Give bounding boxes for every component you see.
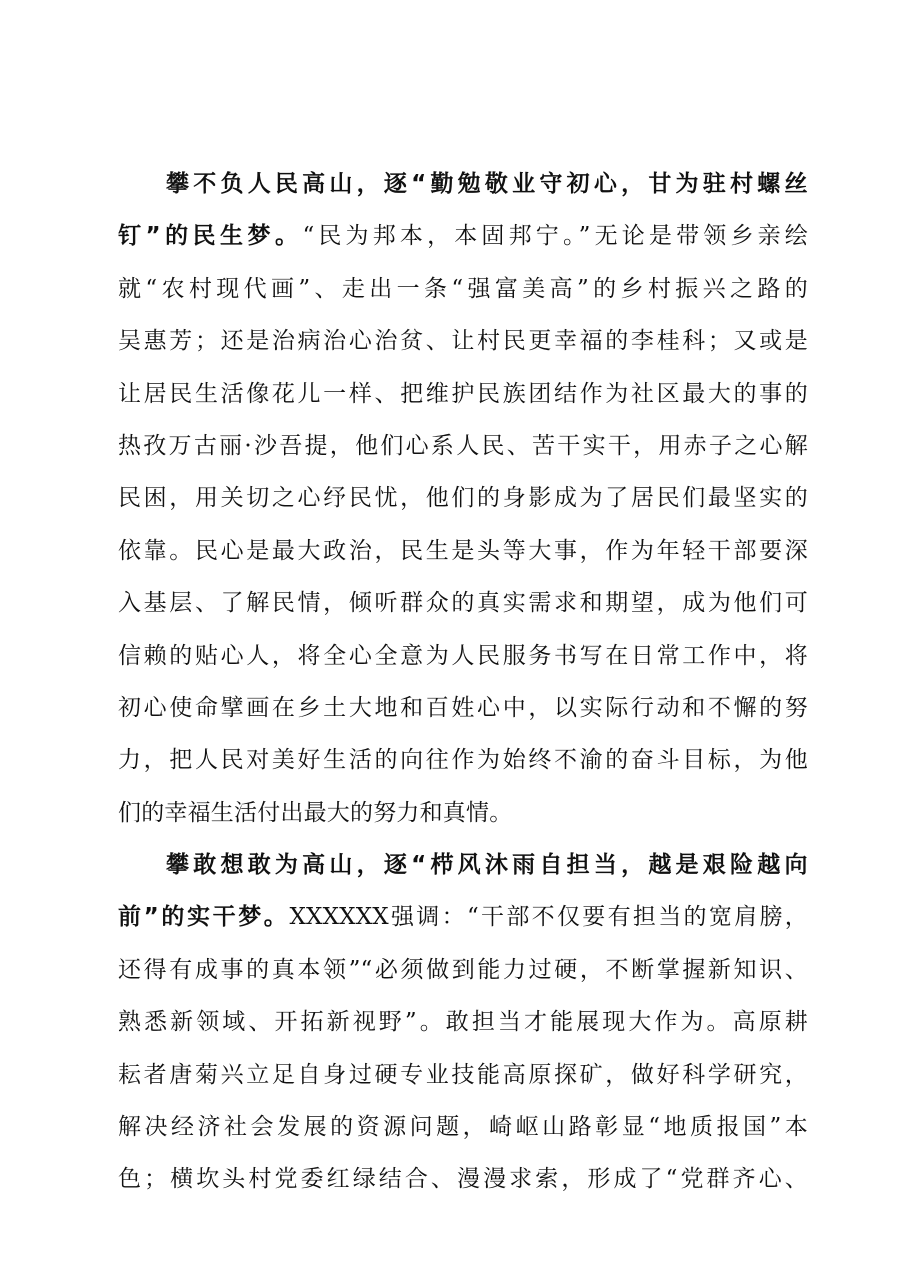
text-line: 力，把人民对美好生活的向往作为始终不渝的奋斗目标，为他 (118, 747, 808, 774)
text-line: 初心使命擘画在乡土大地和百姓心中，以实际行动和不懈的努 (118, 694, 808, 721)
text-line: 还得有成事的真本领”“必须做到能力过硬，不断掌握新知识、 (118, 956, 808, 983)
text-line: 热孜万古丽·沙吾提，他们心系人民、苦干实干，用赤子之心解 (118, 432, 808, 459)
paragraph-heading: 攀敢想敢为高山，逐“栉风沐雨自担当，越是艰险越向 (166, 852, 808, 879)
text-line: 依靠。民心是最大政治，民生是头等大事，作为年轻干部要深 (118, 537, 808, 564)
text-line: 入基层、了解民情，倾听群众的真实需求和期望，成为他们可 (118, 590, 808, 617)
text-line: 色；横坎头村党委红绿结合、漫漫求索，形成了“党群齐心、 (118, 1166, 808, 1193)
text-line: 们的幸福生活付出最大的努力和真情。 (118, 799, 513, 826)
text-line: 就“农村现代画”、走出一条“强富美高”的乡村振兴之路的 (118, 275, 808, 302)
text-line: 解决经济社会发展的资源问题，崎岖山路彰显“地质报国”本 (118, 1114, 808, 1141)
text-line (118, 839, 808, 891)
paragraph-1 (118, 158, 808, 839)
paragraph-heading: 前”的实干梦。 (118, 904, 290, 931)
paragraph-heading: 钉”的民生梦。 (118, 223, 303, 250)
document-body (118, 158, 808, 1206)
text-line: 让居民生活像花儿一样、把维护民族团结作为社区最大的事的 (118, 380, 808, 407)
text-line: 吴惠芳；还是治病治心治贫、让村民更幸福的李桂科；又或是 (118, 328, 808, 355)
text-line: 钉”的民生梦。“民为邦本，本固邦宁。”无论是带领乡亲绘 (118, 223, 808, 250)
paragraph-2 (118, 839, 808, 1206)
text-line: 民困，用关切之心纾民忧，他们的身影成为了居民们最坚实的 (118, 485, 808, 512)
paragraph-heading: 攀不负人民高山，逐“勤勉敬业守初心，甘为驻村螺丝 (166, 171, 808, 197)
text-line: 耘者唐菊兴立足自身过硬专业技能高原探矿，做好科学研究， (118, 1061, 808, 1088)
text-line: 熟悉新领域、开拓新视野”。敢担当才能展现大作为。高原耕 (118, 1009, 808, 1036)
text-line: 信赖的贴心人，将全心全意为人民服务书写在日常工作中，将 (118, 642, 808, 669)
text-line: 前”的实干梦。XXXXXX强调：“干部不仅要有担当的宽肩膀， (118, 904, 808, 931)
text-line (118, 158, 808, 210)
